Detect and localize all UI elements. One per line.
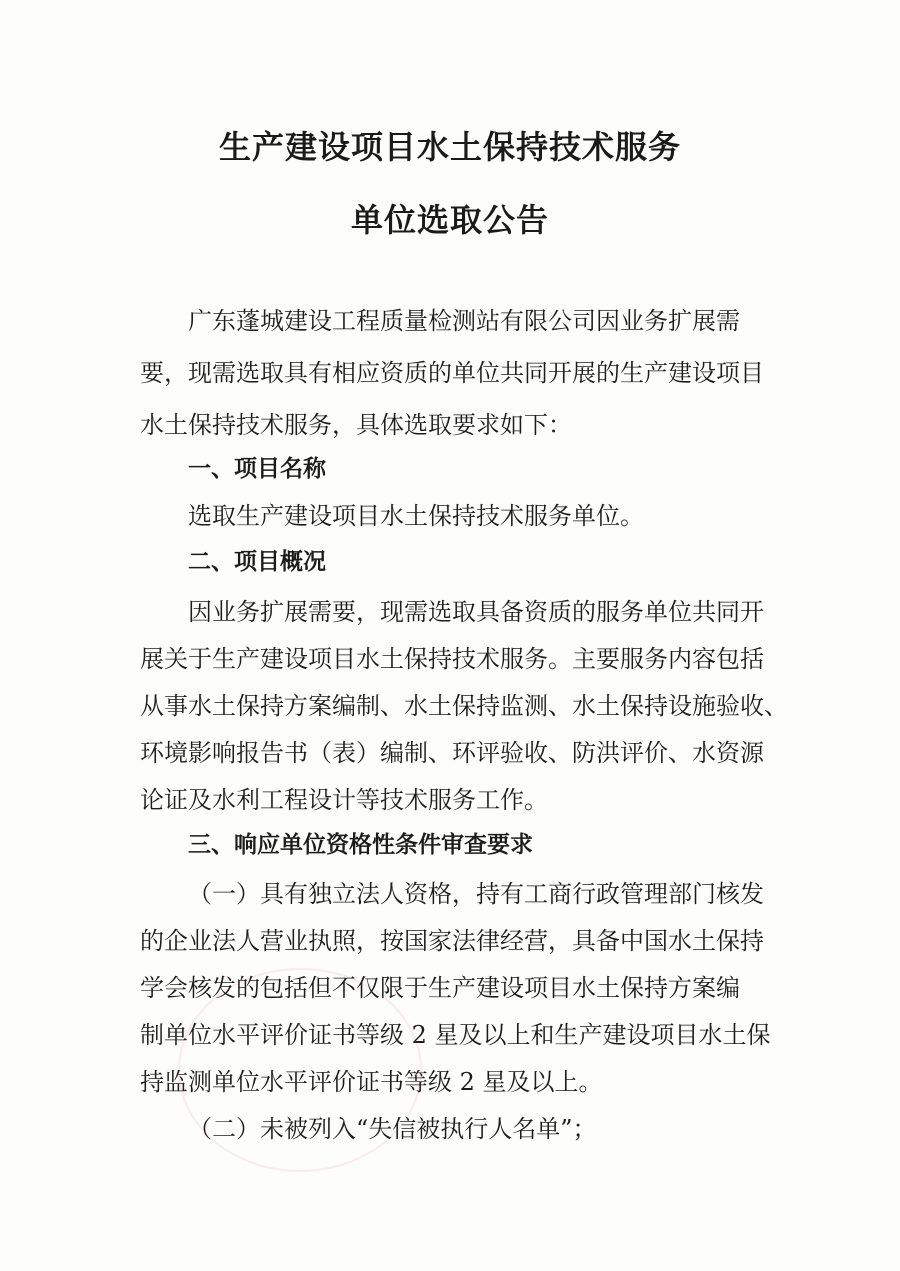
paragraph-line: 学会核发的包括但不仅限于生产建设项目水土保持方案编 bbox=[140, 974, 740, 1002]
section-heading-project-name: 一、项目名称 bbox=[188, 456, 326, 482]
paragraph-line: 环境影响报告书（表）编制、环评验收、防洪评价、水资源 bbox=[140, 739, 764, 767]
paragraph-line: 从事水土保持方案编制、水土保持监测、水土保持设施验收、 bbox=[140, 692, 788, 720]
paragraph-line: 选取生产建设项目水土保持技术服务单位。 bbox=[188, 502, 644, 530]
paragraph-line: 制单位水平评价证书等级 2 星及以上和生产建设项目水土保 bbox=[140, 1021, 771, 1049]
paragraph-line: 展关于生产建设项目水土保持技术服务。主要服务内容包括 bbox=[140, 645, 764, 673]
document-title-line-1: 生产建设项目水土保持技术服务 bbox=[218, 128, 681, 166]
paragraph-line: （二）未被列入“失信被执行人名单”； bbox=[188, 1115, 597, 1143]
paragraph-line: 因业务扩展需要，现需选取具备资质的服务单位共同开 bbox=[188, 598, 764, 626]
paragraph-line: 广东蓬城建设工程质量检测站有限公司因业务扩展需 bbox=[188, 307, 740, 335]
section-heading-qualification-requirements: 三、响应单位资格性条件审查要求 bbox=[188, 832, 533, 858]
paragraph-line: 水土保持技术服务，具体选取要求如下： bbox=[140, 411, 572, 439]
section-heading-project-overview: 二、项目概况 bbox=[188, 549, 326, 575]
paragraph-line: 持监测单位水平评价证书等级 2 星及以上。 bbox=[140, 1068, 603, 1096]
paragraph-line: 的企业法人营业执照，按国家法律经营，具备中国水土保持 bbox=[140, 927, 764, 955]
paragraph-line: 论证及水利工程设计等技术服务工作。 bbox=[140, 786, 548, 814]
document-title-line-2: 单位选取公告 bbox=[350, 201, 549, 239]
paragraph-line: 要，现需选取具有相应资质的单位共同开展的生产建设项目 bbox=[140, 359, 764, 387]
paragraph-line: （一）具有独立法人资格，持有工商行政管理部门核发 bbox=[188, 880, 764, 908]
